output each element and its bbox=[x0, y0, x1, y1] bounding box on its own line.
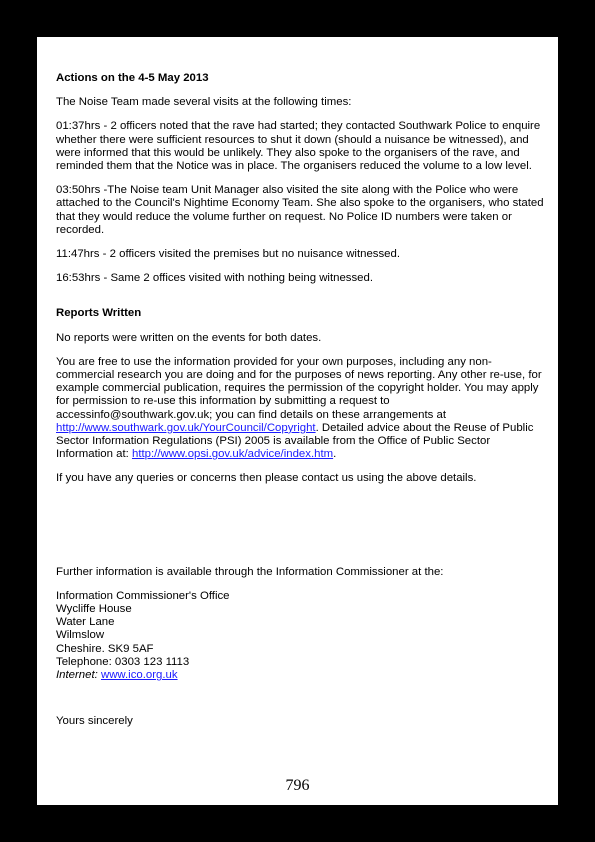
address-line: Cheshire. SK9 5AF bbox=[56, 642, 154, 655]
intro-text: The Noise Team made several visits at the following times: bbox=[56, 96, 352, 109]
visit-paragraph: 16:53hrs - Same 2 offices visited with nothing being witnessed. bbox=[56, 272, 374, 285]
further-info-text: Further information is available through the Information Commissioner at the: bbox=[56, 565, 444, 578]
heading-reports: Reports Written bbox=[56, 307, 142, 320]
reuse-text-1: You are free to use the information provided for your own purposes, including any non-commercial research you are doing and for the purposes of news reporting. Any other re-use, for example commercial publication, requires the permission of the copyright holder. You may apply for permission to re-use this information by submitting a request to accessinfo@southwark.gov.uk; you can find details on these arrangements at bbox=[56, 355, 542, 421]
opsi-advice-link[interactable]: http://www.opsi.gov.uk/advice/index.htm bbox=[131, 448, 334, 461]
telephone-line: Telephone: 0303 123 1113 bbox=[56, 655, 190, 668]
reuse-text-3: . bbox=[333, 448, 337, 461]
address-line: Information Commissioner's Office bbox=[56, 589, 230, 602]
internet-label: Internet: bbox=[56, 669, 98, 682]
visit-paragraph: 01:37hrs - 2 officers noted that the rave had started; they contacted Southwark Police to enquire whether there were sufficient resources to shut it down (should a nuisance be witnessed), and were informed that this would be unlikely. They also spoke to the organisers of the rave, and reminded them that the Notice was in place. The organisers reduced the volume to a low level. bbox=[56, 120, 541, 173]
internet-line bbox=[56, 669, 544, 682]
queries-text: If you have any queries or concerns then please contact us using the above details. bbox=[56, 472, 477, 485]
reuse-text-2: . Detailed advice about the Reuse of Public Sector Information Regulations (PSI) 2005 is available from the Office of Public Sector Information at: bbox=[56, 421, 534, 461]
document-page bbox=[37, 37, 558, 805]
closing-text: Yours sincerely bbox=[56, 715, 133, 728]
page-number: 796 bbox=[285, 777, 310, 794]
reports-text: No reports were written on the events for both dates. bbox=[56, 331, 322, 344]
ico-website-link[interactable]: www.ico.org.uk bbox=[100, 669, 178, 682]
address-line: Water Lane bbox=[56, 616, 115, 629]
visit-paragraph: 11:47hrs - 2 officers visited the premises but no nuisance witnessed. bbox=[56, 248, 401, 261]
address-line: Wycliffe House bbox=[56, 603, 132, 616]
document-content bbox=[56, 72, 544, 729]
southwark-copyright-link[interactable]: http://www.southwark.gov.uk/YourCouncil/Copyright bbox=[56, 421, 316, 434]
reuse-paragraph bbox=[56, 356, 544, 462]
address-line: Wilmslow bbox=[56, 629, 105, 642]
visit-paragraph: 03:50hrs -The Noise team Unit Manager also visited the site along with the Police who were attached to the Council's Nightime Economy Team. She also spoke to the organisers, who stated that they would reduce the volume further on request. No Police ID numbers were taken or recorded. bbox=[56, 184, 544, 236]
heading-actions: Actions on the 4-5 May 2013 bbox=[56, 72, 209, 84]
ico-address bbox=[56, 590, 544, 682]
